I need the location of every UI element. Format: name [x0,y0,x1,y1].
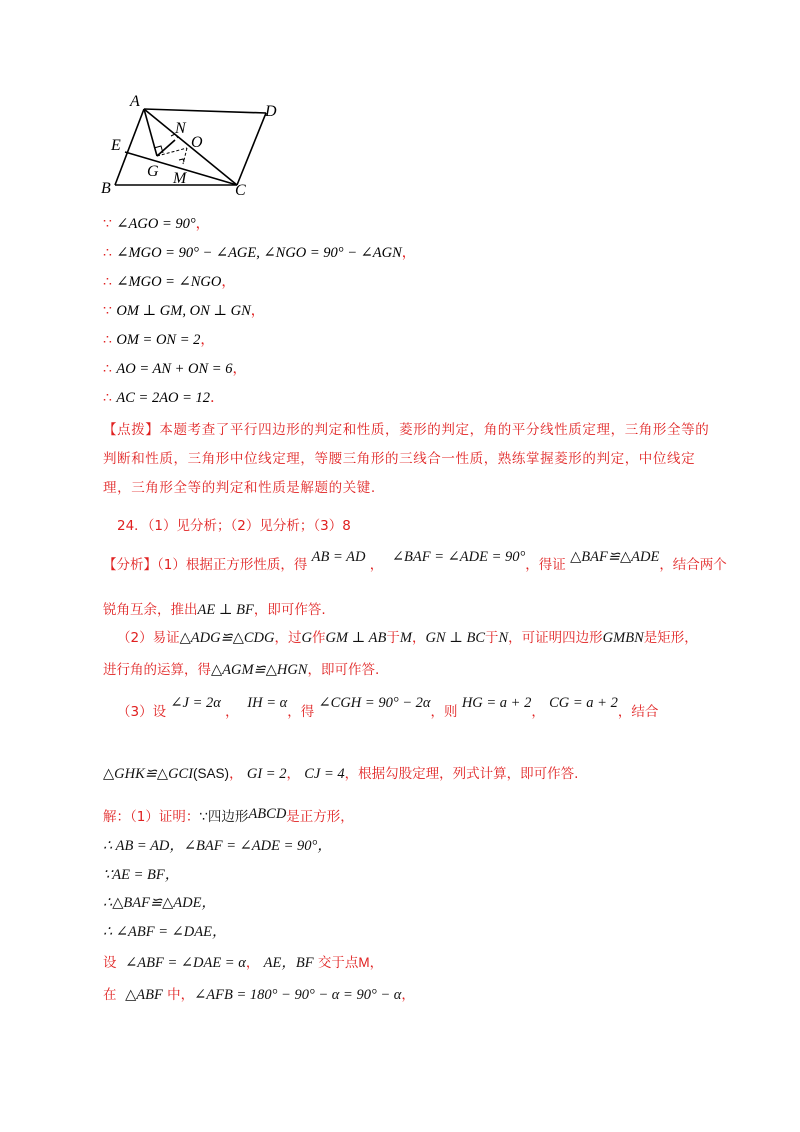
label-d: D [265,103,277,120]
tip-paragraph [103,416,723,503]
math-expr: ∠ABF = ∠DAE = α [125,955,246,971]
math-expr: △AGM≌△HGN [211,662,308,678]
punct: ， [369,955,384,971]
proof-line-6 [103,358,246,378]
math-expr: △ABF [125,987,163,1003]
solution-line-1 [103,805,354,826]
text: ，得 [287,704,315,720]
proof-line-5 [103,329,214,349]
text: ，则 [430,704,458,720]
math-expr: ∠MGO = 90° − ∠AGE, ∠NGO = 90° − ∠AGN [116,245,402,261]
punct: ， [232,361,247,377]
label-m: M [173,170,187,187]
math-expr: △GHK≌△GCI [103,766,194,782]
solution-line-7 [103,983,415,1004]
math-expr: ∠J = 2α [170,695,221,711]
math-expr: N [498,630,509,646]
text: ，即可作答. [253,602,326,618]
text: 是矩形， [643,630,698,646]
math-expr: OM ⊥ GM, ON ⊥ GN [116,303,251,319]
edge-dc [237,113,266,185]
math-expr: AB = AD [311,549,366,565]
math-expr: AO = AN + ON = 6 [116,361,233,377]
label-a: A [130,93,140,110]
analysis-3-line-1: （3）设 ∠J = 2α ， IH = α，得 ∠CGH = 90° − 2α，则 HG = a + 2， CG = a + 2，结合 [117,695,659,720]
solution-line-2: ∴ AB = AD，∠BAF = ∠ADE = 90°， [103,838,332,854]
math-expr: ∠MGO = ∠NGO [116,274,222,290]
solution-line-5: ∴ ∠ABF = ∠DAE， [103,924,227,940]
analysis-1-line-2 [103,598,326,619]
text: ，结合 [617,704,659,720]
segment-ag [144,109,157,156]
text: ，即可作答. [307,662,380,678]
proof-line-4 [103,300,265,320]
because-symbol: ∵ [103,303,112,319]
math-expr: IH = α [247,695,288,711]
text: ，可证明四边形 [508,630,603,646]
text: 于 [386,630,400,646]
math-expr: GI = 2 [246,766,287,782]
math-expr: ∠AFB = 180° − 90° − α = 90° − α [194,987,402,1003]
math-expr: ∵四边形 [199,809,249,825]
proof-line-3 [103,271,235,291]
math-expr: G [301,630,312,646]
math-expr: GM ⊥ AB [325,630,387,646]
because-symbol: ∵ [103,216,112,232]
proof-line-2 [103,242,416,262]
text: 在 [103,987,117,1003]
therefore-symbol: ∴ [103,361,112,377]
punct: ， [195,216,210,232]
math-expr: ∠BAF = ∠ADE = 90° [391,549,526,565]
therefore-symbol: ∴ [103,245,112,261]
math-expr: △BAF≌△ADE [570,549,660,565]
math-expr: M [399,630,412,646]
tip-tag: 【点拨】 [103,422,160,438]
text: ，过 [274,630,302,646]
punct: ， [221,274,236,290]
math-expr: ∠CGH = 90° − 2α [318,695,431,711]
text: （2）易证 [117,630,180,646]
analysis-2-line-1: （2）易证△ADG≌△CDG，过G作GM ⊥ AB于M，GN ⊥ BC于N，可证明四边形GMBN是矩形， [117,630,698,646]
solution-line-6: 设 ∠ABF = ∠DAE = α， AE，BF 交于点M， [103,955,384,971]
analysis-tag: 【分析】 [103,557,157,573]
text: 交于点 [317,955,359,971]
text: 设 [103,955,117,971]
math-expr: CJ = 4 [304,766,345,782]
label-b: B [101,180,111,197]
text: ，结合两个 [659,557,727,573]
analysis-3-line-2: △GHK≌△GCI(SAS)， GI = 2， CJ = 4，根据勾股定理，列式计算，即可作答. [103,766,579,782]
math-expr: AE，BF [263,955,314,971]
math-expr: OM = ON = 2 [116,332,201,348]
text: 是正方形， [286,809,354,825]
tip-text: 本题考查了平行四边形的判定和性质，菱形的判定，角的平分线性质定理，三角形全等的判断和性质，三角形中位线定理，等腰三角形的三线合一性质，熟练掌握菱形的判定，中位线定理，三角形全等的判定和性质是解题的关键. [103,422,710,496]
question-24-heading: 24．（1）见分析；（2）见分析；（3）8 [117,518,351,534]
text: （3）设 [117,704,167,720]
text: 中， [167,987,195,1003]
punct: ． [210,390,225,406]
math-expr: △ADG≌△CDG [179,630,275,646]
text: 作 [311,630,326,646]
text: 于 [485,630,499,646]
analysis-1-line-1: 【分析】（1）根据正方形性质，得 AB = AD ， ∠BAF = ∠ADE = 90°，得证 △BAF≌△ADE，结合两个 [103,549,727,573]
punct: ， [200,332,215,348]
math-expr: ABCD [248,806,287,822]
math-expr: CG = a + 2 [549,695,618,711]
math-expr: AE ⊥ BF [197,602,254,618]
text: ，根据勾股定理，列式计算，即可作答. [344,766,579,782]
therefore-symbol: ∴ [103,332,112,348]
punct: ， [401,245,416,261]
text: 解：（1）证明： [103,809,200,825]
label-g: G [147,163,159,180]
math-expr: ∠AGO = 90° [116,216,196,232]
edge-ad [144,109,266,113]
therefore-symbol: ∴ [103,274,112,290]
label-n: N [175,120,186,137]
text: ，得证 [525,557,566,573]
punct: ， [250,303,265,319]
label-e: E [111,137,121,154]
math-expr: HG = a + 2 [461,695,532,711]
therefore-symbol: ∴ [103,390,112,406]
right-angle-m [179,159,184,162]
text: （1）根据正方形性质，得 [157,557,308,573]
proof-line-7 [103,387,224,407]
segment-gn [157,140,175,156]
solution-line-4: ∴△BAF≌△ADE， [103,895,216,911]
text: 锐角互余，推出 [103,602,198,618]
label-o: O [191,134,203,151]
punct: ， [401,987,415,1003]
label-c: C [235,182,246,199]
proof-line-1 [103,213,210,233]
math-expr: GMBN [602,630,644,646]
analysis-2-line-2 [103,658,379,679]
math-expr: AC = 2AO = 12 [116,390,211,406]
solution-line-3: ∵AE = BF， [103,867,180,883]
text: 进行角的运算，得 [103,662,211,678]
math-expr: GN ⊥ BC [425,630,485,646]
sas-label: (SAS) [193,766,230,781]
parallelogram-figure [95,92,395,202]
point-label: M [358,955,370,970]
